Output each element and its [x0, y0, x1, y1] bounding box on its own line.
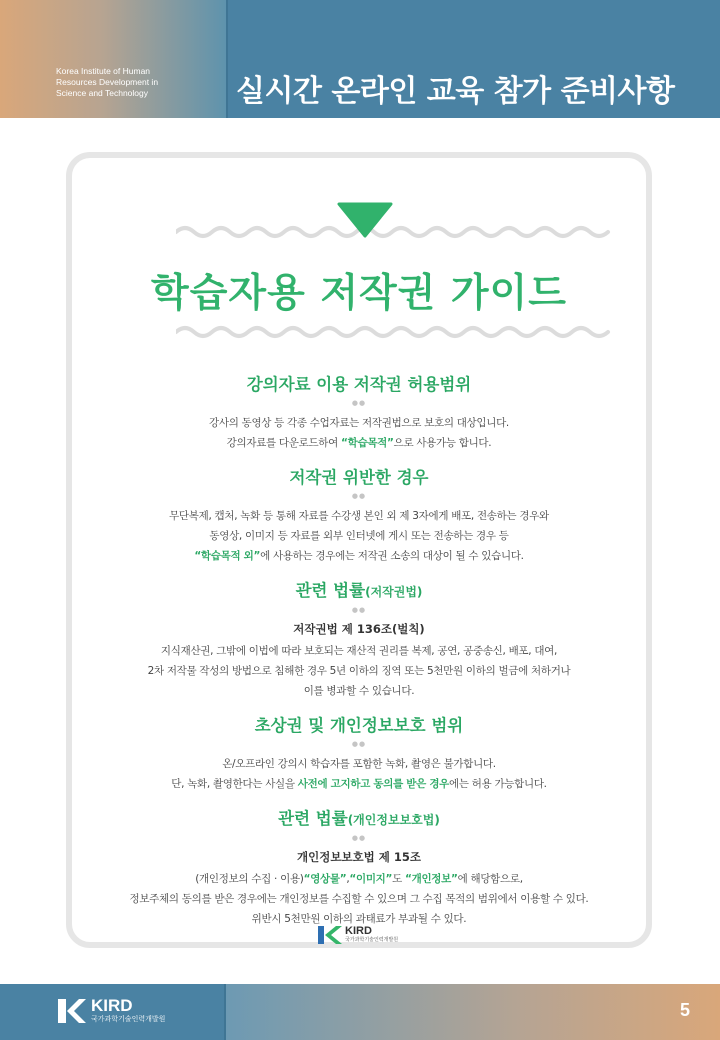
footer-page-panel: [226, 984, 720, 1040]
kird-logo-icon: [56, 997, 86, 1025]
body-text: 동영상, 이미지 등 자료를 외부 인터넷에 게시 또는 전송하는 경우 등: [209, 530, 509, 542]
highlighted-text: “영상물”: [303, 873, 347, 885]
section-title: [72, 808, 646, 831]
body-text: 에는 허용 가능합니다.: [449, 778, 547, 790]
section-text-line: [72, 526, 646, 546]
body-text: 이를 병과할 수 있습니다.: [303, 685, 415, 697]
guide-section: [72, 580, 646, 701]
header-institute-panel: [0, 0, 226, 118]
section-text-line: [72, 546, 646, 566]
section-title-text: 관련 법률: [295, 581, 366, 600]
institute-name: Korea Institute of Human Resources Development in Science and Technology: [56, 66, 159, 98]
body-text: 단, 녹화, 촬영한다는 사실을: [171, 778, 298, 790]
section-text-line: [72, 774, 646, 794]
highlighted-text: “이미지”: [349, 873, 393, 885]
section-text-line: [72, 506, 646, 526]
dots-divider: ●●: [351, 834, 367, 842]
section-text-line: [72, 681, 646, 701]
page-header: [0, 0, 720, 118]
section-text-line: [72, 413, 646, 433]
section-title-suffix: (저작권법): [365, 585, 423, 599]
section-text-line: [72, 889, 646, 909]
body-text: 2차 저작물 작성의 방법으로 침해한 경우 5년 이하의 징역 또는 5천만원 이하의 벌금에 처하거나: [147, 665, 571, 677]
footer-kird-logo: [56, 997, 165, 1025]
section-title-text: 초상권 및 개인정보보호 범위: [254, 716, 464, 735]
section-title-text: 강의자료 이용 저작권 허용범위: [246, 375, 472, 394]
body-text: 지식재산권, 그밖에 이법에 따라 보호되는 재산적 권리를 복제, 공연, 공중송신, 배포, 대여,: [160, 645, 558, 657]
section-title-text: 관련 법률: [278, 809, 348, 828]
body-text: 강사의 동영상 등 각종 수업자료는 저작권법으로 보호의 대상입니다.: [209, 417, 509, 429]
wave-divider-top: [176, 224, 614, 240]
highlighted-text: “학습목적”: [341, 437, 394, 449]
body-text: (개인정보의 수집 · 이용): [195, 873, 304, 885]
guide-section: [72, 715, 646, 794]
green-triangle-icon: [337, 202, 393, 238]
guide-title: 학습자용 저작권 가이드: [151, 271, 567, 316]
page-number: 5: [679, 1000, 690, 1020]
guide-section: [72, 374, 646, 453]
body-text: 온/오프라인 강의시 학습자를 포함한 녹화, 촬영은 불가합니다.: [222, 758, 496, 770]
dots-divider: ●●: [351, 399, 367, 407]
page-footer: [0, 984, 720, 1040]
card-kird-logo: [316, 924, 398, 946]
page-title: 실시간 온라인 교육 참가 준비사항: [236, 74, 675, 109]
section-text-line: [72, 641, 646, 661]
body-text: 무단복제, 캡처, 녹화 등 통해 자료를 수강생 본인 외 제 3자에게 배포, 전송하는 경우와: [169, 510, 549, 522]
guide-sections: [72, 374, 646, 943]
highlighted-text: 사전에 고지하고 동의를 받은 경우: [297, 778, 450, 790]
section-text-line: [72, 661, 646, 681]
highlighted-text: “학습목적 외”: [194, 550, 261, 562]
card-logo-name: KIRD: [345, 925, 372, 937]
body-text: 위반시 5천만원 이하의 과태료가 부과될 수 있다.: [251, 913, 467, 925]
dots-divider: ●●: [351, 740, 367, 748]
section-title: [72, 467, 646, 489]
section-title-text: 저작권 위반한 경우: [289, 468, 429, 487]
dots-divider: ●●: [351, 606, 367, 614]
body-text: 정보주체의 동의를 받은 경우에는 개인정보를 수집할 수 있으며 그 수집 목적의 범위에서 이용할 수 있다.: [129, 893, 589, 905]
footer-logo-korean: 국가과학기술인력개발원: [91, 1015, 166, 1023]
body-text: 에 사용하는 경우에는 저작권 소송의 대상이 될 수 있습니다.: [260, 550, 524, 562]
kird-logo-icon: [316, 924, 342, 946]
section-text-line: [72, 869, 646, 889]
section-title-suffix: (개인정보보호법): [347, 813, 440, 827]
body-text: 도: [392, 873, 406, 885]
highlighted-text: “개인정보”: [405, 873, 458, 885]
footer-logo-panel: [0, 984, 226, 1040]
wave-divider-bottom: [176, 324, 614, 340]
law-article-subtitle: 저작권법 제 136조(벌칙): [293, 622, 425, 636]
body-text: 강의자료를 다운로드하여: [226, 437, 342, 449]
body-text: ,: [346, 873, 350, 885]
section-title: [72, 715, 646, 737]
footer-logo-name: KIRD: [91, 996, 133, 1015]
section-title: [72, 580, 646, 603]
header-title-panel: [226, 0, 720, 118]
card-logo-korean: 국가과학기술인력개발원: [345, 937, 399, 943]
body-text: 으로 사용가능 합니다.: [393, 437, 492, 449]
section-text-line: [72, 754, 646, 774]
copyright-guide-card: [66, 152, 652, 948]
section-title: [72, 374, 646, 396]
guide-section: [72, 467, 646, 566]
guide-section: [72, 808, 646, 929]
dots-divider: ●●: [351, 492, 367, 500]
body-text: 에 해당함으로,: [457, 873, 523, 885]
section-text-line: [72, 433, 646, 453]
law-article-subtitle: 개인정보보호법 제 15조: [297, 850, 421, 864]
